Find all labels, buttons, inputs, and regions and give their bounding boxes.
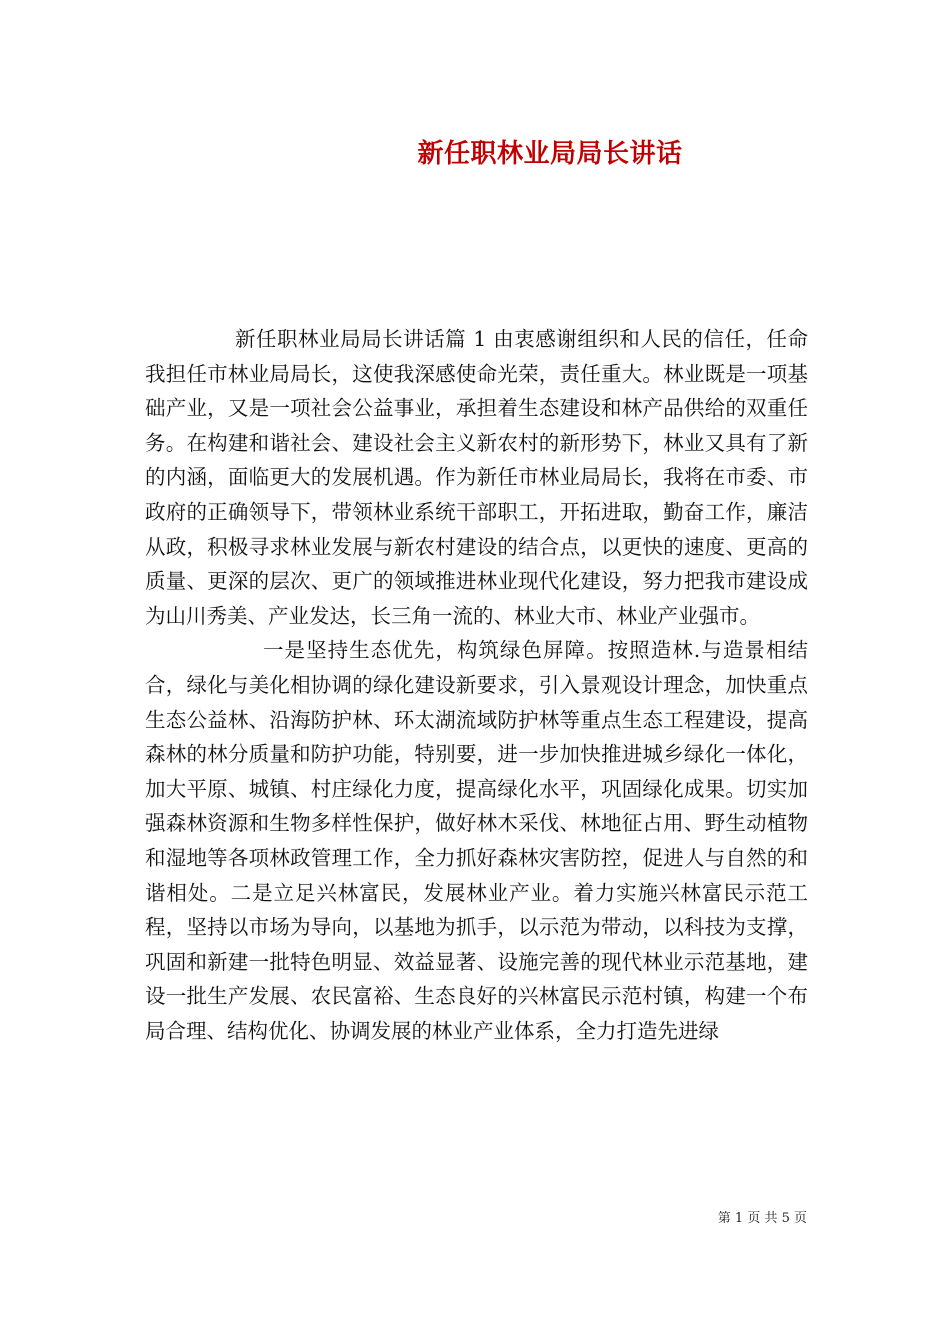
document-body (145, 322, 808, 1048)
document-title: 新任职林业局局长讲话 (417, 139, 683, 169)
paragraph-1: 新任职林业局局长讲话篇 1 由衷感谢组织和人民的信任，任命我担任市林业局局长，这使我深感使命光荣，责任重大。林业既是一项基础产业，又是一项社会公益事业，承担着生态建设和林产品供给的双重任务。在构建和谐社会、建设社会主义新农村的新形势下，林业又具有了新的内涵，面临更大的发展机遇。作为新任市林业局局长，我将在市委、市政府的正确领导下，带领林业系统干部职工，开拓进取，勤奋工作，廉洁从政，积极寻求林业发展与新农村建设的结合点，以更快的速度、更高的质量、更深的层次、更广的领域推进林业现代化建设，努力把我市建设成为山川秀美、产业发达，长三角一流的、林业大市、林业产业强市。 (145, 327, 808, 628)
paragraph-2: 一是坚持生态优先，构筑绿色屏障。按照造林.与造景相结合，绿化与美化相协调的绿化建设新要求，引入景观设计理念，加快重点生态公益林、沿海防护林、环太湖流域防护林等重点生态工程建设，提高森林的林分质量和防护功能，特别要，进一步加快推进城乡绿化一体化，加大平原、城镇、村庄绿化力度，提高绿化水平，巩固绿化成果。切实加强森林资源和生物多样性保护，做好林木采伐、林地征占用、野生动植物和湿地等各项林政管理工作，全力抓好森林灾害防控，促进人与自然的和谐相处。二是立足兴林富民，发展林业产业。着力实施兴林富民示范工程，坚持以市场为导向，以基地为抓手，以示范为带动，以科技为支撑，巩固和新建一批特色明显、效益显著、设施完善的现代林业示范基地，建设一批生产发展、农民富裕、生态良好的兴林富民示范村镇，构建一个布局合理、结构优化、协调发展的林业产业体系，全力打造先进绿 (145, 638, 808, 1043)
page-number-footer: 第 1 页 共 5 页 (717, 1211, 807, 1226)
